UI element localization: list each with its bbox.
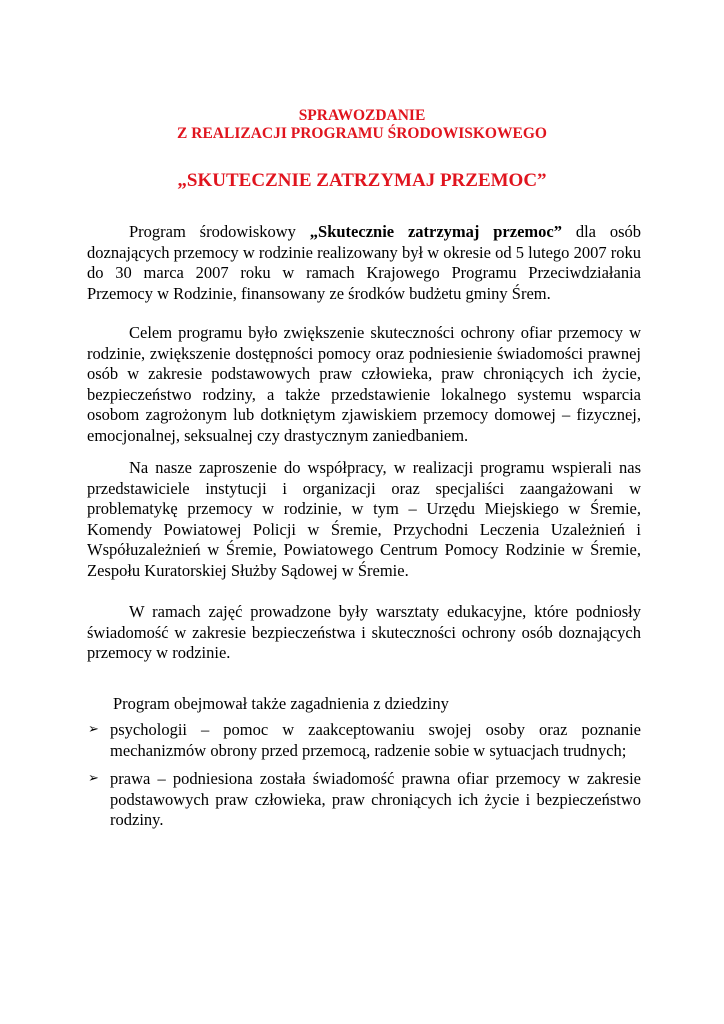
- list-intro: Program obejmował także zagadnienia z dziedziny: [113, 694, 449, 713]
- paragraph-1-after: dla osób doznających przemocy w rodzinie realizowany był w okresie od 5 lutego 2007 roku do 30 marca 2007 roku w ramach Krajowego Programu Przeciwdziałania Przemocy w Rodzinie, finansowany ze środków budżetu gminy Śrem.: [87, 222, 642, 303]
- paragraph-program-goal: Celem programu było zwiększenie skuteczności ochrony ofiar przemocy w rodzinie, zwiększenie dostępności pomocy oraz podniesienie świadomości prawnej osób w zakresie podstawowych praw człowieka, praw chroniących ich życie, bezpieczeństwo rodziny, a także przedstawienie lokalnego systemu wsparcia osobom zagrożonym lub dotkniętym zjawiskiem przemocy domowej – fizycznej, emocjonalnej, seksualnej czy drastycznym zaniedbaniem.: [87, 323, 641, 445]
- program-title: „SKUTECZNIE ZATRZYMAJ PRZEMOC”: [177, 170, 547, 191]
- list-item: [87, 720, 641, 761]
- list-item-text: psychologii – pomoc w zaakceptowaniu swojej osoby oraz poznanie mechanizmów obrony przed przemocą, radzenie sobie w sytuacjach trudnych;: [110, 720, 641, 760]
- report-heading-line-2: Z REALIZACJI PROGRAMU ŚRODOWISKOWEGO: [177, 125, 547, 142]
- topics-list: [87, 720, 641, 831]
- program-name-bold: „Skutecznie zatrzymaj przemoc”: [309, 222, 562, 241]
- paragraph-1-before: Program środowiskowy: [129, 222, 310, 241]
- arrow-bullet-icon: ➢: [88, 722, 99, 737]
- paragraph-workshops: W ramach zajęć prowadzone były warsztaty edukacyjne, które podniosły świadomość w zakresie bezpieczeństwa i skuteczności ochrony osób doznających przemocy w rodzinie.: [87, 602, 641, 662]
- report-heading-line-1: SPRAWOZDANIE: [298, 107, 426, 124]
- list-item: [87, 769, 641, 831]
- paragraph-cooperation: Na nasze zaproszenie do współpracy, w realizacji programu wspierali nas przedstawiciele instytucji i organizacji oraz specjaliści zaangażowani w problematykę przemocy w rodzinie, w tym – Urzędu Miejskiego w Śremie, Komendy Powiatowej Policji w Śremie, Przychodni Leczenia Uzależnień i Współuzależnień w Śremie, Powiatowego Centrum Pomocy Rodzinie w Śremie, Zespołu Kuratorskiej Służby Sądowej w Śremie.: [87, 458, 641, 580]
- list-item-text: prawa – podniesiona została świadomość prawna ofiar przemocy w zakresie podstawowych praw człowieka, praw chroniących ich życie i bezpieczeństwo rodziny.: [110, 769, 641, 829]
- paragraph-program-intro: [87, 222, 641, 304]
- arrow-bullet-icon: ➢: [88, 771, 99, 786]
